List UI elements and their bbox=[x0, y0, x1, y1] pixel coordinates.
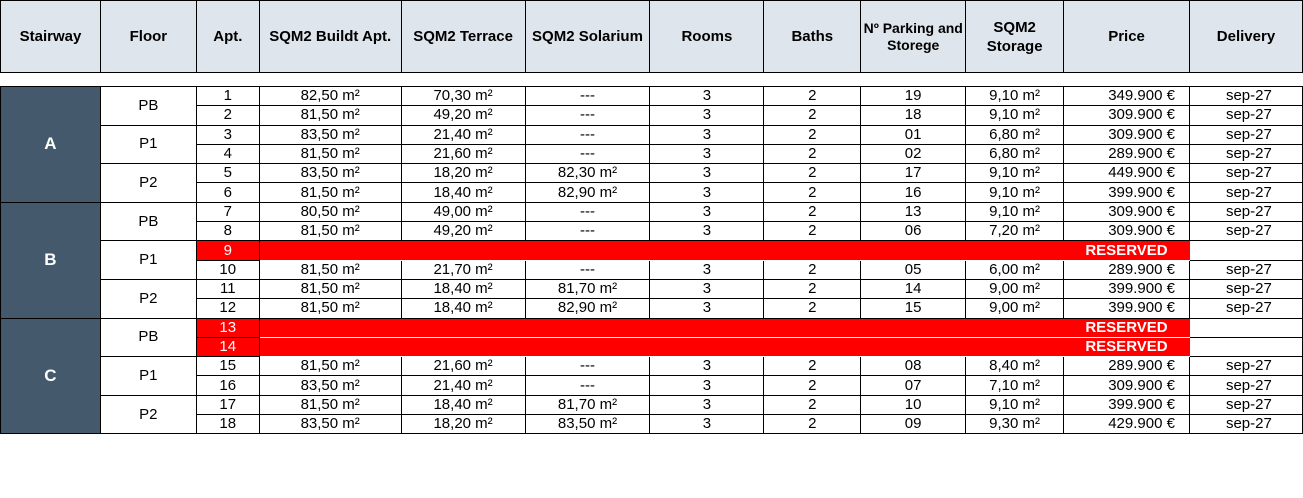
stairway-cell: A bbox=[1, 87, 101, 203]
floor-cell: P1 bbox=[100, 125, 196, 164]
parking-cell: 19 bbox=[861, 87, 966, 106]
sqm-terrace-cell: 18,40 m² bbox=[401, 279, 525, 298]
delivery-cell: sep-27 bbox=[1189, 183, 1302, 202]
table-row[interactable] bbox=[1, 202, 1303, 221]
sqm-storage-cell: 9,10 m² bbox=[966, 395, 1064, 414]
sqm-solarium-cell: --- bbox=[525, 222, 650, 241]
parking-cell: 05 bbox=[861, 260, 966, 279]
price-cell: 399.900 € bbox=[1064, 299, 1190, 318]
sqm-built-cell: 80,50 m² bbox=[259, 202, 401, 221]
delivery-cell: sep-27 bbox=[1189, 87, 1302, 106]
delivery-cell: sep-27 bbox=[1189, 144, 1302, 163]
apt-cell: 4 bbox=[196, 144, 259, 163]
price-cell: 449.900 € bbox=[1064, 164, 1190, 183]
delivery-cell: sep-27 bbox=[1189, 164, 1302, 183]
reserved-blank-cell bbox=[401, 318, 525, 337]
sqm-built-cell: 81,50 m² bbox=[259, 357, 401, 376]
apt-cell: 9 bbox=[196, 241, 259, 260]
table-row[interactable] bbox=[1, 357, 1303, 376]
reserved-blank-cell bbox=[966, 318, 1064, 337]
table-row[interactable] bbox=[1, 260, 1303, 279]
parking-cell: 15 bbox=[861, 299, 966, 318]
rooms-cell: 3 bbox=[650, 279, 764, 298]
baths-cell: 2 bbox=[764, 395, 861, 414]
table-row[interactable] bbox=[1, 318, 1303, 337]
parking-cell: 18 bbox=[861, 106, 966, 125]
col-header-sqm-terrace[interactable]: SQM2 Terrace bbox=[401, 1, 525, 73]
reserved-blank-cell bbox=[401, 337, 525, 356]
reserved-blank-cell bbox=[525, 318, 650, 337]
sqm-terrace-cell: 70,30 m² bbox=[401, 87, 525, 106]
table-row[interactable] bbox=[1, 222, 1303, 241]
rooms-cell: 3 bbox=[650, 376, 764, 395]
table-row[interactable] bbox=[1, 164, 1303, 183]
col-header-rooms[interactable]: Rooms bbox=[650, 1, 764, 73]
baths-cell: 2 bbox=[764, 279, 861, 298]
apt-cell: 8 bbox=[196, 222, 259, 241]
delivery-cell: sep-27 bbox=[1189, 106, 1302, 125]
price-cell: 289.900 € bbox=[1064, 144, 1190, 163]
apt-cell: 17 bbox=[196, 395, 259, 414]
rooms-cell: 3 bbox=[650, 164, 764, 183]
table-row[interactable] bbox=[1, 395, 1303, 414]
delivery-cell: sep-27 bbox=[1189, 299, 1302, 318]
reserved-blank-cell bbox=[401, 241, 525, 260]
sqm-built-cell: 81,50 m² bbox=[259, 260, 401, 279]
apt-cell: 1 bbox=[196, 87, 259, 106]
parking-cell: 06 bbox=[861, 222, 966, 241]
delivery-cell: sep-27 bbox=[1189, 376, 1302, 395]
col-header-stairway[interactable]: Stairway bbox=[1, 1, 101, 73]
baths-cell: 2 bbox=[764, 222, 861, 241]
apt-cell: 11 bbox=[196, 279, 259, 298]
delivery-cell: sep-27 bbox=[1189, 125, 1302, 144]
baths-cell: 2 bbox=[764, 415, 861, 434]
apt-cell: 2 bbox=[196, 106, 259, 125]
parking-cell: 07 bbox=[861, 376, 966, 395]
col-header-apt[interactable]: Apt. bbox=[196, 1, 259, 73]
sqm-built-cell: 81,50 m² bbox=[259, 279, 401, 298]
price-cell: 309.900 € bbox=[1064, 222, 1190, 241]
sqm-solarium-cell: --- bbox=[525, 202, 650, 221]
sqm-terrace-cell: 18,20 m² bbox=[401, 415, 525, 434]
reserved-blank-cell bbox=[259, 318, 401, 337]
table-row[interactable] bbox=[1, 299, 1303, 318]
apt-cell: 6 bbox=[196, 183, 259, 202]
apt-cell: 12 bbox=[196, 299, 259, 318]
sqm-built-cell: 83,50 m² bbox=[259, 125, 401, 144]
reserved-blank-cell bbox=[259, 337, 401, 356]
baths-cell: 2 bbox=[764, 299, 861, 318]
baths-cell: 2 bbox=[764, 164, 861, 183]
table-row[interactable] bbox=[1, 376, 1303, 395]
floor-cell: P2 bbox=[100, 395, 196, 434]
sqm-storage-cell: 9,10 m² bbox=[966, 183, 1064, 202]
sqm-solarium-cell: 81,70 m² bbox=[525, 279, 650, 298]
rooms-cell: 3 bbox=[650, 183, 764, 202]
apt-cell: 13 bbox=[196, 318, 259, 337]
reserved-blank-cell bbox=[650, 337, 764, 356]
rooms-cell: 3 bbox=[650, 260, 764, 279]
sqm-storage-cell: 7,20 m² bbox=[966, 222, 1064, 241]
reserved-blank-cell bbox=[861, 318, 966, 337]
col-header-price[interactable]: Price bbox=[1064, 1, 1190, 73]
col-header-floor[interactable]: Floor bbox=[100, 1, 196, 73]
rooms-cell: 3 bbox=[650, 299, 764, 318]
parking-cell: 16 bbox=[861, 183, 966, 202]
price-cell: 399.900 € bbox=[1064, 395, 1190, 414]
rooms-cell: 3 bbox=[650, 87, 764, 106]
price-cell: 309.900 € bbox=[1064, 376, 1190, 395]
parking-cell: 02 bbox=[861, 144, 966, 163]
apt-cell: 16 bbox=[196, 376, 259, 395]
delivery-cell: sep-27 bbox=[1189, 222, 1302, 241]
delivery-cell bbox=[1189, 318, 1302, 337]
sqm-solarium-cell: 83,50 m² bbox=[525, 415, 650, 434]
table-row[interactable] bbox=[1, 87, 1303, 106]
header-row bbox=[1, 1, 1303, 73]
delivery-cell bbox=[1189, 241, 1302, 260]
sqm-terrace-cell: 21,60 m² bbox=[401, 357, 525, 376]
floor-cell: P1 bbox=[100, 357, 196, 396]
baths-cell: 2 bbox=[764, 202, 861, 221]
baths-cell: 2 bbox=[764, 260, 861, 279]
rooms-cell: 3 bbox=[650, 144, 764, 163]
delivery-cell: sep-27 bbox=[1189, 279, 1302, 298]
reserved-blank-cell bbox=[525, 337, 650, 356]
sqm-storage-cell: 9,00 m² bbox=[966, 279, 1064, 298]
table-row[interactable] bbox=[1, 144, 1303, 163]
sqm-terrace-cell: 21,60 m² bbox=[401, 144, 525, 163]
rooms-cell: 3 bbox=[650, 222, 764, 241]
table-row[interactable] bbox=[1, 337, 1303, 356]
sqm-storage-cell: 7,10 m² bbox=[966, 376, 1064, 395]
col-header-baths[interactable]: Baths bbox=[764, 1, 861, 73]
sqm-storage-cell: 6,80 m² bbox=[966, 144, 1064, 163]
delivery-cell: sep-27 bbox=[1189, 202, 1302, 221]
sqm-storage-cell: 9,10 m² bbox=[966, 106, 1064, 125]
rooms-cell: 3 bbox=[650, 357, 764, 376]
price-cell: 309.900 € bbox=[1064, 125, 1190, 144]
parking-cell: 13 bbox=[861, 202, 966, 221]
price-cell: 309.900 € bbox=[1064, 106, 1190, 125]
stairway-cell: B bbox=[1, 202, 101, 318]
sqm-storage-cell: 6,80 m² bbox=[966, 125, 1064, 144]
sqm-terrace-cell: 21,40 m² bbox=[401, 125, 525, 144]
col-header-sqm-storage[interactable]: SQM2 Storage bbox=[966, 1, 1064, 73]
floor-cell: P2 bbox=[100, 164, 196, 203]
parking-cell: 09 bbox=[861, 415, 966, 434]
rooms-cell: 3 bbox=[650, 415, 764, 434]
sqm-built-cell: 81,50 m² bbox=[259, 395, 401, 414]
table-row[interactable] bbox=[1, 106, 1303, 125]
reserved-blank-cell bbox=[966, 337, 1064, 356]
delivery-cell bbox=[1189, 337, 1302, 356]
reserved-blank-cell bbox=[764, 318, 861, 337]
table-row[interactable] bbox=[1, 415, 1303, 434]
price-cell: 309.900 € bbox=[1064, 202, 1190, 221]
sqm-terrace-cell: 21,40 m² bbox=[401, 376, 525, 395]
sqm-storage-cell: 6,00 m² bbox=[966, 260, 1064, 279]
sqm-terrace-cell: 18,40 m² bbox=[401, 395, 525, 414]
delivery-cell: sep-27 bbox=[1189, 395, 1302, 414]
sqm-terrace-cell: 18,40 m² bbox=[401, 299, 525, 318]
apt-cell: 18 bbox=[196, 415, 259, 434]
rooms-cell: 3 bbox=[650, 395, 764, 414]
reserved-label: RESERVED bbox=[1064, 241, 1190, 260]
floor-cell: PB bbox=[100, 318, 196, 357]
baths-cell: 2 bbox=[764, 357, 861, 376]
reserved-blank-cell bbox=[861, 241, 966, 260]
apt-cell: 14 bbox=[196, 337, 259, 356]
sqm-built-cell: 81,50 m² bbox=[259, 106, 401, 125]
apartments-table bbox=[0, 86, 1303, 434]
header-table bbox=[0, 0, 1303, 73]
sqm-terrace-cell: 21,70 m² bbox=[401, 260, 525, 279]
sqm-solarium-cell: --- bbox=[525, 144, 650, 163]
reserved-blank-cell bbox=[259, 241, 401, 260]
baths-cell: 2 bbox=[764, 144, 861, 163]
sqm-terrace-cell: 49,20 m² bbox=[401, 106, 525, 125]
sqm-built-cell: 83,50 m² bbox=[259, 164, 401, 183]
baths-cell: 2 bbox=[764, 125, 861, 144]
sqm-solarium-cell: --- bbox=[525, 357, 650, 376]
sqm-built-cell: 81,50 m² bbox=[259, 183, 401, 202]
sqm-solarium-cell: 82,90 m² bbox=[525, 183, 650, 202]
sqm-built-cell: 81,50 m² bbox=[259, 299, 401, 318]
floor-cell: P2 bbox=[100, 279, 196, 318]
reserved-blank-cell bbox=[764, 337, 861, 356]
parking-cell: 17 bbox=[861, 164, 966, 183]
reserved-blank-cell bbox=[525, 241, 650, 260]
sqm-solarium-cell: --- bbox=[525, 260, 650, 279]
floor-cell: P1 bbox=[100, 241, 196, 280]
sqm-terrace-cell: 18,20 m² bbox=[401, 164, 525, 183]
delivery-cell: sep-27 bbox=[1189, 260, 1302, 279]
delivery-cell: sep-27 bbox=[1189, 415, 1302, 434]
table-row[interactable] bbox=[1, 241, 1303, 260]
apt-cell: 3 bbox=[196, 125, 259, 144]
col-header-sqm-built[interactable]: SQM2 Buildt Apt. bbox=[259, 1, 401, 73]
sqm-storage-cell: 9,10 m² bbox=[966, 202, 1064, 221]
baths-cell: 2 bbox=[764, 183, 861, 202]
stairway-cell: C bbox=[1, 318, 101, 434]
table-row[interactable] bbox=[1, 279, 1303, 298]
sqm-built-cell: 83,50 m² bbox=[259, 415, 401, 434]
parking-cell: 10 bbox=[861, 395, 966, 414]
price-cell: 289.900 € bbox=[1064, 357, 1190, 376]
sqm-solarium-cell: --- bbox=[525, 376, 650, 395]
parking-cell: 08 bbox=[861, 357, 966, 376]
sqm-solarium-cell: 82,90 m² bbox=[525, 299, 650, 318]
sqm-storage-cell: 9,10 m² bbox=[966, 87, 1064, 106]
sqm-solarium-cell: --- bbox=[525, 125, 650, 144]
apt-cell: 10 bbox=[196, 260, 259, 279]
reserved-blank-cell bbox=[650, 318, 764, 337]
rooms-cell: 3 bbox=[650, 125, 764, 144]
rooms-cell: 3 bbox=[650, 106, 764, 125]
price-cell: 399.900 € bbox=[1064, 183, 1190, 202]
apt-cell: 15 bbox=[196, 357, 259, 376]
baths-cell: 2 bbox=[764, 376, 861, 395]
price-cell: 429.900 € bbox=[1064, 415, 1190, 434]
parking-cell: 14 bbox=[861, 279, 966, 298]
apt-cell: 7 bbox=[196, 202, 259, 221]
sqm-solarium-cell: 82,30 m² bbox=[525, 164, 650, 183]
col-header-delivery[interactable]: Delivery bbox=[1189, 1, 1302, 73]
reserved-blank-cell bbox=[861, 337, 966, 356]
reserved-blank-cell bbox=[650, 241, 764, 260]
sqm-storage-cell: 9,10 m² bbox=[966, 164, 1064, 183]
floor-cell: PB bbox=[100, 87, 196, 126]
col-header-parking[interactable]: Nº Parking and Storege bbox=[861, 1, 966, 73]
sqm-built-cell: 82,50 m² bbox=[259, 87, 401, 106]
sqm-terrace-cell: 49,00 m² bbox=[401, 202, 525, 221]
sqm-terrace-cell: 18,40 m² bbox=[401, 183, 525, 202]
rooms-cell: 3 bbox=[650, 202, 764, 221]
table-row[interactable] bbox=[1, 183, 1303, 202]
sqm-solarium-cell: 81,70 m² bbox=[525, 395, 650, 414]
baths-cell: 2 bbox=[764, 87, 861, 106]
reserved-label: RESERVED bbox=[1064, 318, 1190, 337]
reserved-blank-cell bbox=[764, 241, 861, 260]
table-row[interactable] bbox=[1, 125, 1303, 144]
sqm-solarium-cell: --- bbox=[525, 87, 650, 106]
sqm-built-cell: 81,50 m² bbox=[259, 222, 401, 241]
sqm-storage-cell: 9,00 m² bbox=[966, 299, 1064, 318]
baths-cell: 2 bbox=[764, 106, 861, 125]
col-header-sqm-solarium[interactable]: SQM2 Solarium bbox=[525, 1, 650, 73]
reserved-blank-cell bbox=[966, 241, 1064, 260]
price-cell: 399.900 € bbox=[1064, 279, 1190, 298]
floor-cell: PB bbox=[100, 202, 196, 241]
sqm-storage-cell: 9,30 m² bbox=[966, 415, 1064, 434]
sqm-storage-cell: 8,40 m² bbox=[966, 357, 1064, 376]
sqm-built-cell: 81,50 m² bbox=[259, 144, 401, 163]
sqm-terrace-cell: 49,20 m² bbox=[401, 222, 525, 241]
price-cell: 289.900 € bbox=[1064, 260, 1190, 279]
parking-cell: 01 bbox=[861, 125, 966, 144]
sqm-built-cell: 83,50 m² bbox=[259, 376, 401, 395]
sqm-solarium-cell: --- bbox=[525, 106, 650, 125]
apt-cell: 5 bbox=[196, 164, 259, 183]
delivery-cell: sep-27 bbox=[1189, 357, 1302, 376]
price-cell: 349.900 € bbox=[1064, 87, 1190, 106]
reserved-label: RESERVED bbox=[1064, 337, 1190, 356]
